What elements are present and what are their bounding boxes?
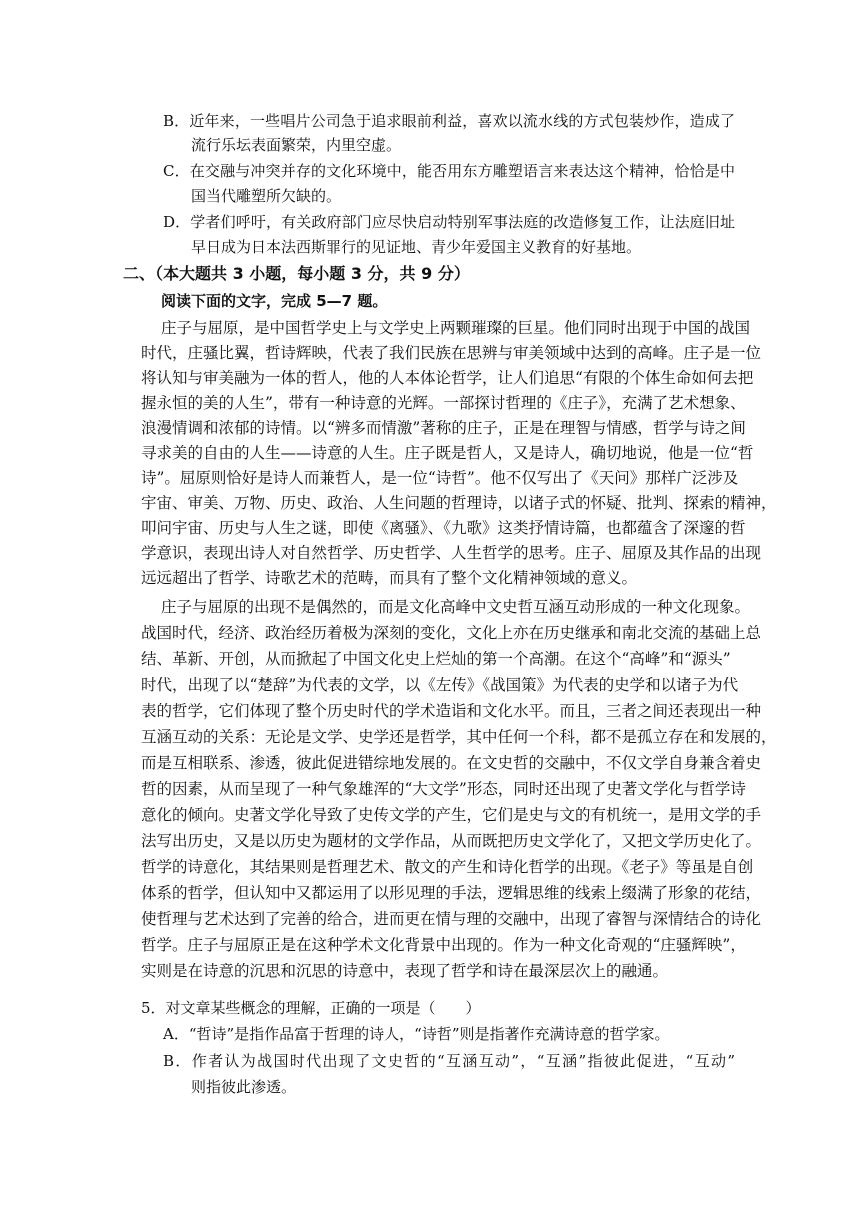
passage-p2-line: 互涵互动的关系：无论是文学、史学还是哲学，其中任何一个科，都不是孤立存在和发展的， (141, 728, 777, 746)
passage-p2-line: 体系的哲学，但认知中又都运用了以形见理的手法，逻辑思维的线索上缀满了形象的花结， (141, 884, 762, 902)
passage-p1-line: 学意识，表现出诗人对自然哲学、历史哲学、人生哲学的思考。庄子、屈原及其作品的出现 (141, 544, 762, 562)
passage-p1-line: 握永恒的美的人生”，带有一种诗意的光辉。一部探讨哲理的《庄子》，充满了艺术想象、 (141, 394, 746, 412)
question-5-option-a: A．“哲诗”是指作品富于哲理的诗人，“诗哲”则是指著作充满诗意的哲学家。 (163, 1025, 670, 1043)
option-b-line1: B．近年来，一些唱片公司急于追求眼前利益，喜欢以流水线的方式包装炒作，造成了 (163, 112, 735, 130)
passage-p2-line: 法写出历史，又是以历史为题材的文学作品，从而既把历史文学化了，又把文学历史化了。 (141, 832, 762, 850)
passage-p2-line: 哲学的诗意化，其结果则是哲理艺术、散文的产生和诗化哲学的出现。《老子》等虽是自创 (141, 858, 754, 876)
question-5-option-b-line1: B．作者认为战国时代出现了文史哲的“互涵互动”，“互涵”指彼此促进，“互动” (163, 1052, 735, 1070)
passage-p2-line: 庄子与屈原的出现不是偶然的，而是文化高峰中文史哲互涵互动形成的一种文化现象。 (161, 598, 751, 616)
option-d-line2: 早日成为日本法西斯罪行的见证地、青少年爱国主义教育的好基地。 (191, 238, 642, 256)
option-d-line1: D．学者们呼吁，有关政府部门应尽快启动特别军事法庭的改造修复工作，让法庭旧址 (163, 213, 735, 231)
passage-p2-line: 结、革新、开创，从而掀起了中国文化史上烂灿的第一个高潮。在这个“高峰”和“源头” (141, 650, 731, 668)
passage-p2-line: 哲学。庄子与屈原正是在这种学术文化背景中出现的。作为一种文化奇观的“庄骚辉映”， (141, 936, 746, 954)
passage-p1-line: 时代，庄骚比翼，哲诗辉映，代表了我们民族在思辨与审美领域中达到的高峰。庄子是一位 (141, 344, 762, 362)
passage-p1-line: 叩问宇宙、历史与人生之谜，即使《离骚》、《九歌》这类抒情诗篇，也都蕴含了深邃的哲 (141, 519, 746, 537)
passage-p1-line: 将认知与审美融为一体的哲人，他的人本体论哲学，让人们追思“有限的个体生命如何去把 (141, 369, 754, 387)
passage-p2-line: 战国时代，经济、政治经历着极为深刻的变化，文化上亦在历史继承和南北交流的基础上总 (141, 624, 762, 642)
section-heading: 二、（本大题共 3 小题，每小题 3 分，共 9 分） (123, 264, 470, 283)
question-5-option-b-line2: 则指彼此渗透。 (191, 1078, 297, 1096)
passage-p1-line: 远远超出了哲学、诗歌艺术的范畴，而具有了整个文化精神领域的意义。 (141, 569, 638, 587)
passage-p1-line: 宇宙、审美、万物、历史、政治、人生问题的哲理诗，以诸子式的怀疑、批判、探索的精神， (141, 494, 777, 512)
passage-p1-line: 浪漫情调和浓郁的诗情。以“辨多而情激”著称的庄子，正是在理智与情感，哲学与诗之间 (141, 419, 746, 437)
passage-p2-line: 使哲理与艺术达到了完善的给合，进而更在情与理的交融中，出现了睿智与深情结合的诗化 (141, 910, 762, 928)
option-b-line2: 流行乐坛表面繁荣，内里空虚。 (191, 136, 402, 154)
passage-p2-line: 意化的倾向。史著文学化导致了史传文学的产生，它们是史与文的有机统一，是用文学的手 (141, 806, 762, 824)
question-5-stem: 5．对文章某些概念的理解，正确的一项是（ ） (141, 999, 481, 1017)
passage-p1-line: 庄子与屈原，是中国哲学史上与文学史上两颗璀璨的巨星。他们同时出现于中国的战国 (161, 319, 751, 337)
passage-p1-line: 诗”。屈原则恰好是诗人而兼哲人，是一位“诗哲”。他不仅写出了《天问》那样广泛涉及 (141, 469, 739, 487)
passage-p2-line: 实则是在诗意的沉思和沉思的诗意中，表现了哲学和诗在最深层次上的融通。 (141, 962, 669, 980)
passage-p2-line: 表的哲学，它们体现了整个历史时代的学术造诣和文化水平。而且，三者之间还表现出一种 (141, 702, 762, 720)
passage-p2-line: 时代，出现了以“楚辞”为代表的文学，以《左传》《战国策》为代表的史学和以诸子为代 (141, 676, 739, 694)
option-c-line1: C．在交融与冲突并存的文化环境中，能否用东方雕塑语言来表达这个精神，恰恰是中 (163, 162, 735, 180)
option-c-line2: 国当代雕塑所欠缺的。 (191, 187, 342, 205)
passage-p2-line: 哲的因素，从而呈现了一种气象雄浑的“大文学”形态，同时还出现了史著文学化与哲学诗 (141, 780, 746, 798)
passage-p2-line: 而是互相联系、渗透，彼此促进错综地发展的。在文史哲的交融中，不仅文学自身兼含着史 (141, 754, 762, 772)
passage-p1-line: 寻求美的自由的人生——诗意的人生。庄子既是哲人，又是诗人，确切地说，他是一位“哲 (141, 444, 754, 462)
section-instruction: 阅读下面的文字，完成 5—7 题。 (161, 292, 388, 310)
